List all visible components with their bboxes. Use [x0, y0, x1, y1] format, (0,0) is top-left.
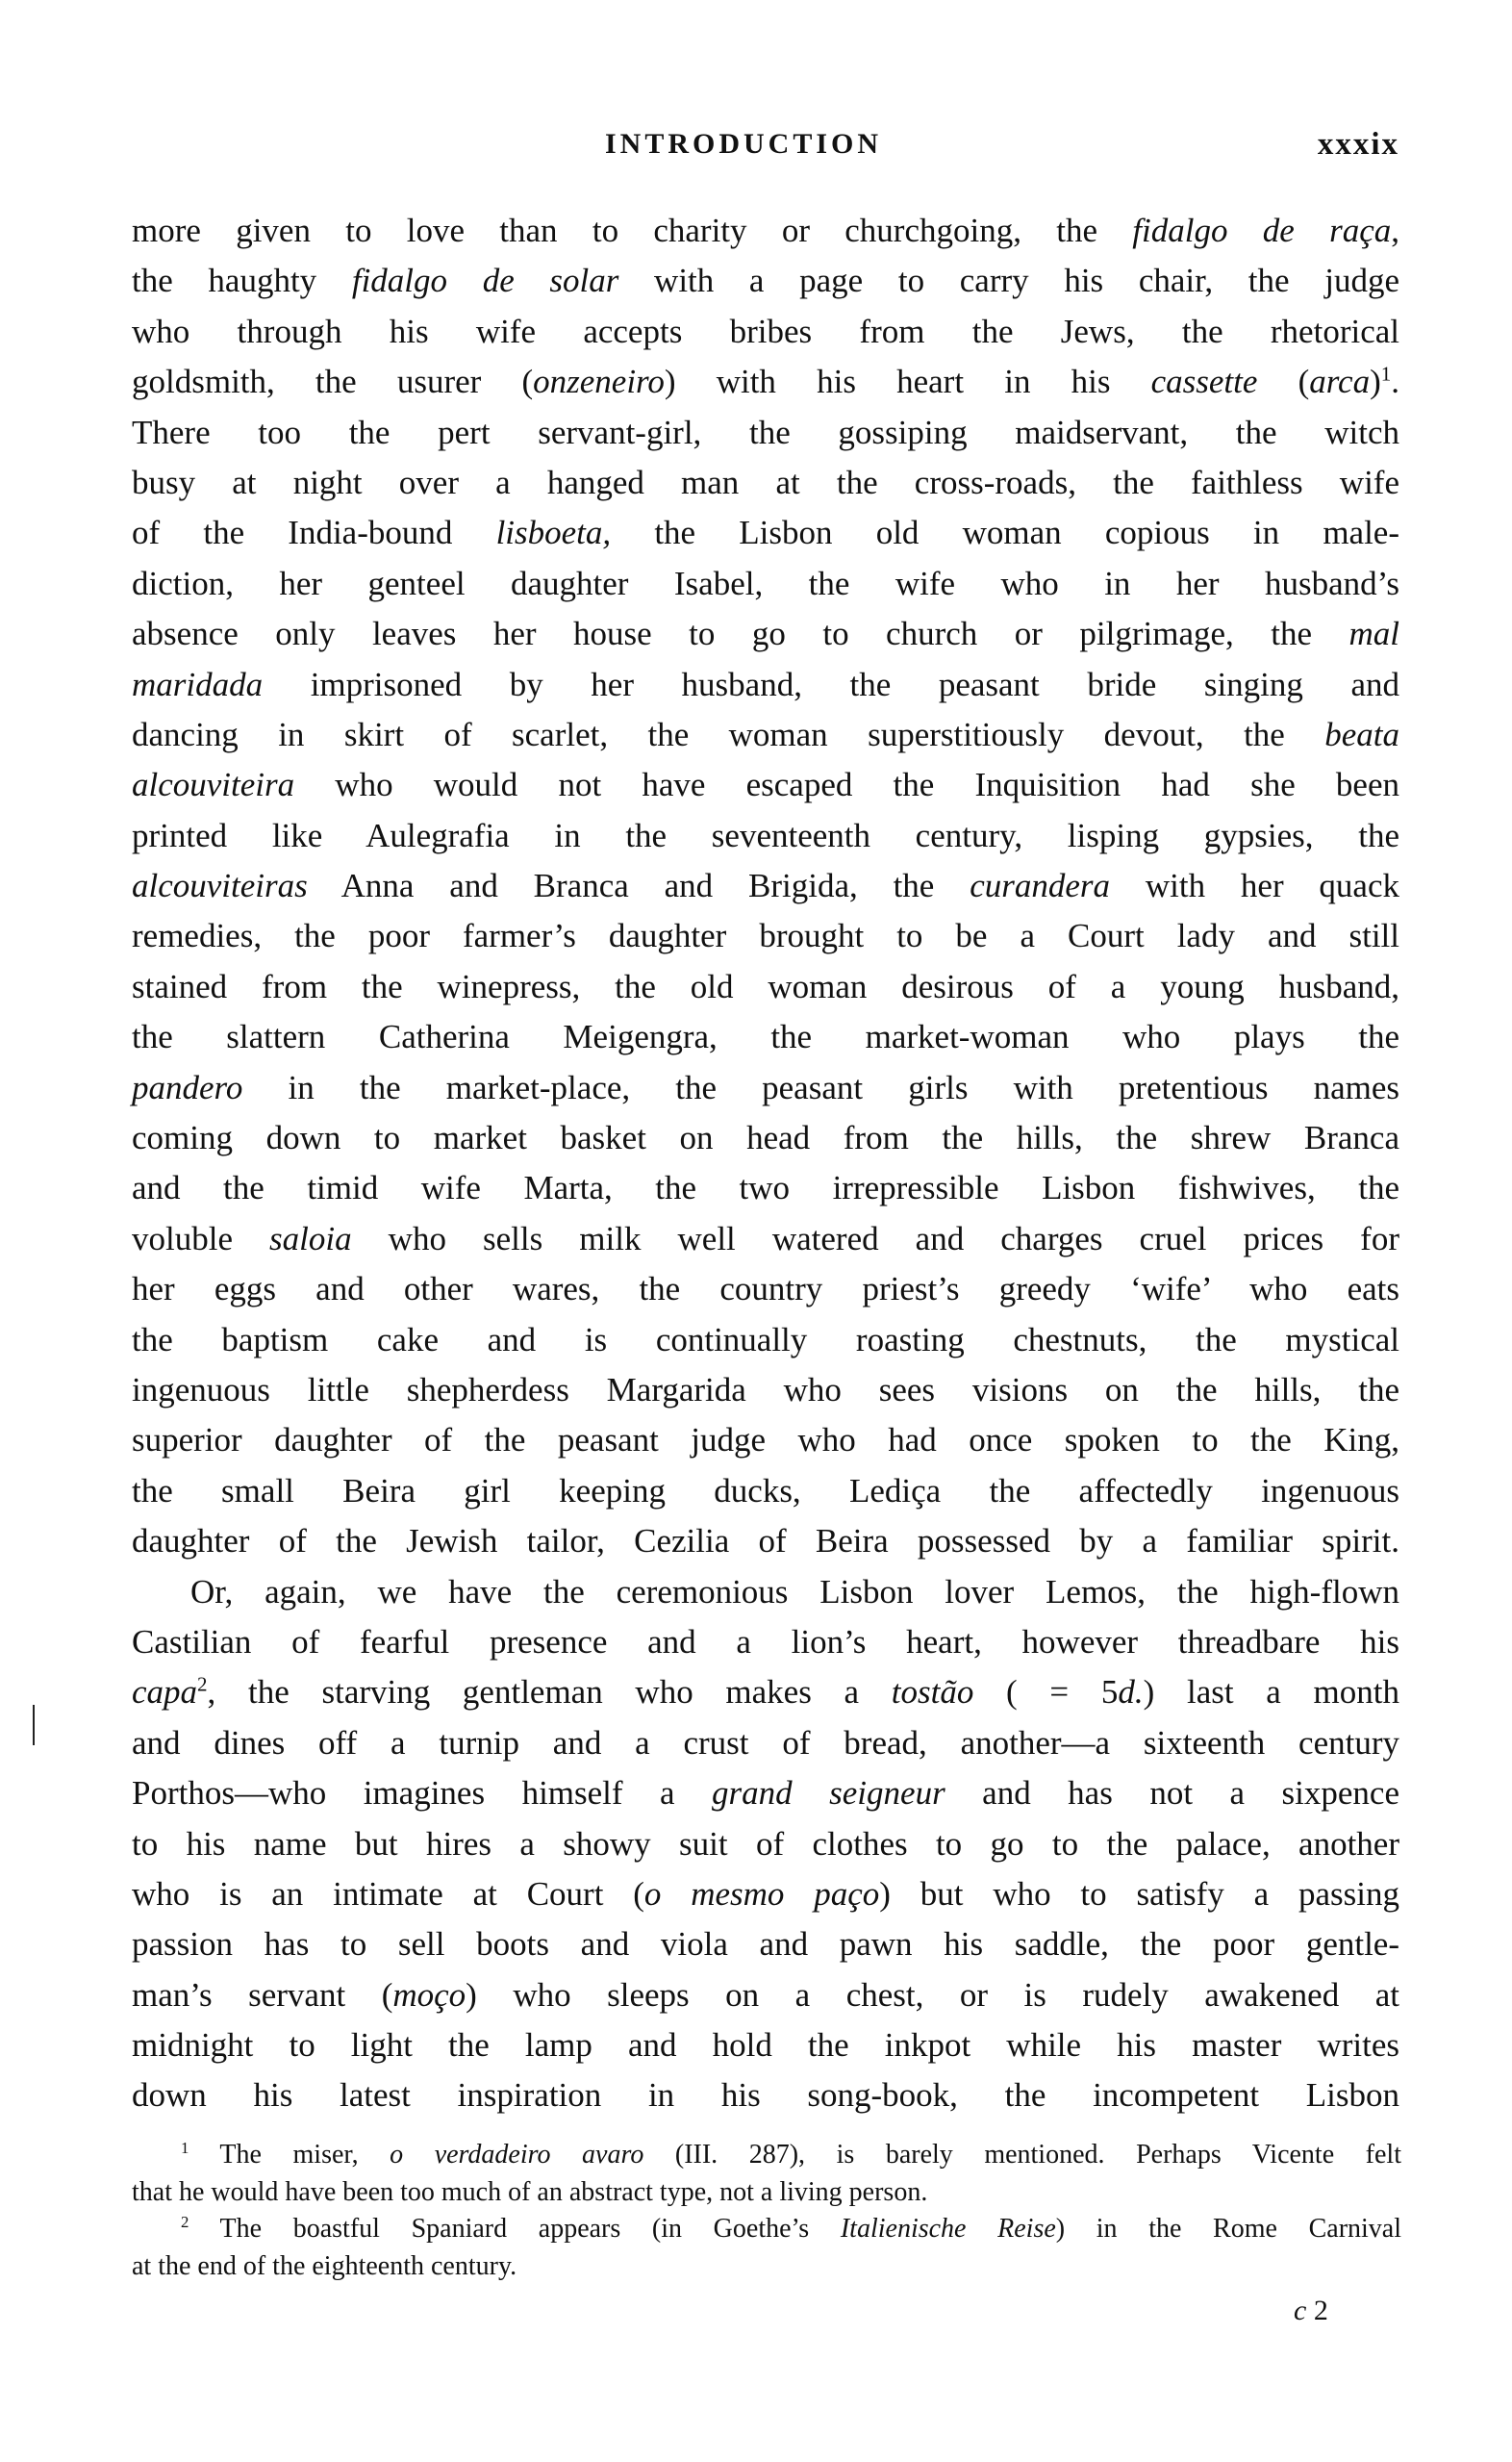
italic-phrase: maridada — [132, 665, 264, 703]
text-line — [132, 559, 1399, 609]
text-line — [132, 1768, 1399, 1818]
text-run: , — [1391, 212, 1399, 249]
running-head — [132, 123, 1399, 165]
text-run: ( = 5 — [973, 1673, 1119, 1712]
text-line — [132, 660, 1399, 710]
text-line — [132, 1617, 1399, 1667]
text-line — [132, 811, 1399, 861]
text-run: midnight to light the lamp and hold the inkpot while his master writes — [132, 2026, 1399, 2065]
footnotes — [132, 2137, 1401, 2286]
text-run: dancing in skirt of scarlet, the woman superstitiously devout, the — [132, 715, 1325, 753]
text-run: her eggs and other wares, the country priest’s greedy ‘wife’ who eats — [132, 1270, 1399, 1308]
text-line — [132, 307, 1399, 357]
text-run: . — [1391, 363, 1399, 401]
text-line — [132, 1869, 1399, 1919]
text-line — [132, 1718, 1399, 1768]
text-run: who would not have escaped the Inquisition had she been — [294, 766, 1399, 804]
text-line — [132, 2020, 1399, 2070]
text-line — [132, 1466, 1399, 1516]
italic-phrase: o verdadeiro avaro — [390, 2140, 644, 2170]
text-line — [132, 1214, 1399, 1264]
text-run: Porthos—who imagines himself a — [132, 1774, 713, 1813]
italic-phrase: curandera — [970, 867, 1110, 905]
text-run: daughter of the Jewish tailor, Cezilia of Beira possessed by a familiar spirit. — [132, 1522, 1399, 1561]
text-line — [132, 2070, 1399, 2120]
text-line — [132, 508, 1399, 558]
italic-phrase: Italienische Reise — [840, 2214, 1056, 2245]
text-run: goldsmith, the usurer ( — [132, 363, 534, 401]
text-run: stained from the winepress, the old woman desirous of a young husband, — [132, 967, 1399, 1005]
italic-phrase: o mesmo paço — [643, 1874, 880, 1913]
text-run: the small Beira girl keeping ducks, Lediça the affectedly ingenuous — [132, 1471, 1399, 1510]
text-run: to his name but hires a showy suit of clothes to go to the palace, another — [132, 1824, 1399, 1863]
text-run: ( — [1257, 363, 1310, 401]
text-run: remedies, the poor farmer’s daughter brought to be a Court lady and still — [132, 917, 1399, 955]
page-number: xxxix — [1317, 127, 1399, 162]
text-run: with her quack — [1110, 867, 1400, 905]
text-run: coming down to market basket on head from the hills, the shrew Branca — [132, 1119, 1399, 1157]
italic-phrase: cassette — [1150, 363, 1258, 401]
italic-phrase: d. — [1118, 1673, 1144, 1712]
text-line — [132, 760, 1399, 810]
footnote-marker: 1 — [1380, 362, 1392, 386]
signature-mark — [1294, 2290, 1328, 2332]
text-line — [132, 458, 1399, 508]
italic-phrase: lisboeta, — [495, 514, 612, 552]
text-line — [132, 1365, 1399, 1415]
text-run: who through his wife accepts bribes from the Jews, the rhetorical — [132, 312, 1399, 350]
text-line — [132, 408, 1399, 458]
italic-phrase: beata — [1324, 715, 1399, 753]
text-line — [132, 206, 1399, 256]
text-line — [132, 256, 1399, 306]
text-run: passion has to sell boots and viola and pawn his saddle, the poor gentle- — [132, 1925, 1399, 1964]
text-run: imprisoned by her husband, the peasant bride singing and — [263, 665, 1399, 703]
text-line — [132, 1667, 1399, 1717]
text-run: (III. 287), is barely mentioned. Perhaps Vicente felt — [643, 2140, 1401, 2170]
text-line — [132, 710, 1399, 760]
margin-mark — [33, 1705, 35, 1745]
text-line — [132, 1970, 1399, 2020]
text-run: down his latest inspiration in his song-book, the incompetent Lisbon — [132, 2076, 1399, 2115]
text-run: superior daughter of the peasant judge who had once spoken to the King, — [132, 1421, 1399, 1459]
text-line — [132, 1516, 1399, 1566]
italic-phrase: moço — [392, 1975, 466, 2014]
text-run: There too the pert servant-girl, the gossiping maidservant, the witch — [132, 413, 1399, 451]
footnote-line — [132, 2211, 1401, 2248]
italic-phrase: grand seigneur — [712, 1774, 945, 1813]
footnote-line — [132, 2248, 1401, 2286]
italic-phrase: arca — [1309, 363, 1371, 401]
text-run: Castilian of fearful presence and a lion’s heart, however threadbare his — [132, 1622, 1399, 1661]
text-run: absence only leaves her house to go to church or pilgrimage, the — [132, 615, 1349, 653]
text-run: ) — [1370, 363, 1381, 401]
text-run: ) who sleeps on a chest, or is rudely awakened at — [466, 1975, 1399, 2014]
text-run: with a page to carry his chair, the judge — [618, 262, 1399, 300]
italic-phrase: pandero — [132, 1068, 243, 1106]
italic-phrase: capa — [132, 1673, 198, 1712]
text-run: ) in the Rome Carnival — [1055, 2214, 1401, 2245]
text-run: in the market-place, the peasant girls with pretentious names — [242, 1068, 1399, 1106]
text-line — [132, 1315, 1399, 1365]
text-run: , the starving gentleman who makes a — [207, 1673, 892, 1712]
text-run: and the timid wife Marta, the two irrepressible Lisbon fishwives, the — [132, 1169, 1399, 1207]
body-text — [132, 206, 1399, 2121]
text-run: who sells milk well watered and charges cruel prices for — [351, 1219, 1399, 1257]
text-line — [132, 861, 1399, 911]
text-run: busy at night over a hanged man at the cross-roads, the faithless wife — [132, 463, 1399, 501]
text-run: of the India-bound — [132, 514, 496, 552]
text-run: the haughty — [132, 262, 352, 300]
italic-phrase: onzeneiro — [533, 363, 665, 401]
footnote-marker: 1 — [181, 2138, 189, 2157]
italic-phrase: mal — [1348, 615, 1399, 653]
text-run: Or, again, we have the ceremonious Lisbon lover Lemos, the high-flown — [190, 1572, 1399, 1611]
footnote-marker: 2 — [197, 1672, 208, 1696]
text-run: ingenuous little shepherdess Margarida who sees visions on the hills, the — [132, 1370, 1399, 1409]
text-line — [132, 1819, 1399, 1869]
text-run: ) last a month — [1143, 1673, 1399, 1712]
text-run: printed like Aulegrafia in the seventeenth century, lisping gypsies, the — [132, 816, 1399, 854]
text-line — [132, 1567, 1399, 1617]
italic-phrase: alcouviteiras — [132, 867, 308, 905]
text-run: The boastful Spaniard appears (in Goethe’s — [189, 2214, 841, 2245]
text-run: and dines off a turnip and a crust of bread, another—a sixteenth century — [132, 1723, 1399, 1762]
text-line — [132, 1063, 1399, 1113]
text-run: more given to love than to charity or churchgoing, the — [132, 212, 1133, 249]
text-run: ) but who to satisfy a passing — [879, 1874, 1400, 1913]
italic-phrase: alcouviteira — [132, 766, 295, 804]
text-line — [132, 1919, 1399, 1969]
italic-phrase: tostão — [891, 1673, 974, 1712]
text-run: the Lisbon old woman copious in male- — [611, 514, 1399, 552]
signature-letter: c — [1294, 2295, 1307, 2326]
running-head-title: INTRODUCTION — [605, 128, 883, 160]
text-line — [132, 609, 1399, 659]
text-run: diction, her genteel daughter Isabel, the wife who in her husband’s — [132, 564, 1399, 602]
text-run: the baptism cake and is continually roasting chestnuts, the mystical — [132, 1320, 1399, 1358]
text-line — [132, 1415, 1399, 1465]
text-run: and has not a sixpence — [945, 1774, 1399, 1813]
text-line — [132, 1113, 1399, 1163]
footnote-marker: 2 — [181, 2213, 189, 2232]
text-line — [132, 911, 1399, 961]
text-line — [132, 1264, 1399, 1314]
text-run: at the end of the eighteenth century. — [132, 2251, 517, 2282]
text-run: the slattern Catherina Meigengra, the market-woman who plays the — [132, 1018, 1399, 1056]
signature-number: 2 — [1313, 2295, 1328, 2326]
text-run: man’s servant ( — [132, 1975, 393, 2014]
text-line — [132, 357, 1399, 407]
italic-phrase: fidalgo de raça — [1132, 212, 1392, 249]
text-run: The miser, — [189, 2140, 391, 2170]
text-line — [132, 1012, 1399, 1062]
text-line — [132, 1163, 1399, 1213]
italic-phrase: fidalgo de solar — [351, 262, 619, 300]
italic-phrase: saloia — [269, 1219, 352, 1257]
text-run: that he would have been too much of an abstract type, not a living person. — [132, 2176, 928, 2207]
footnote-line — [132, 2174, 1401, 2212]
text-run: who is an intimate at Court ( — [132, 1874, 644, 1913]
text-run: ) with his heart in his — [664, 363, 1151, 401]
text-line — [132, 962, 1399, 1012]
footnote-line — [132, 2137, 1401, 2174]
text-run: voluble — [132, 1219, 270, 1257]
text-run: Anna and Branca and Brigida, the — [307, 867, 970, 905]
